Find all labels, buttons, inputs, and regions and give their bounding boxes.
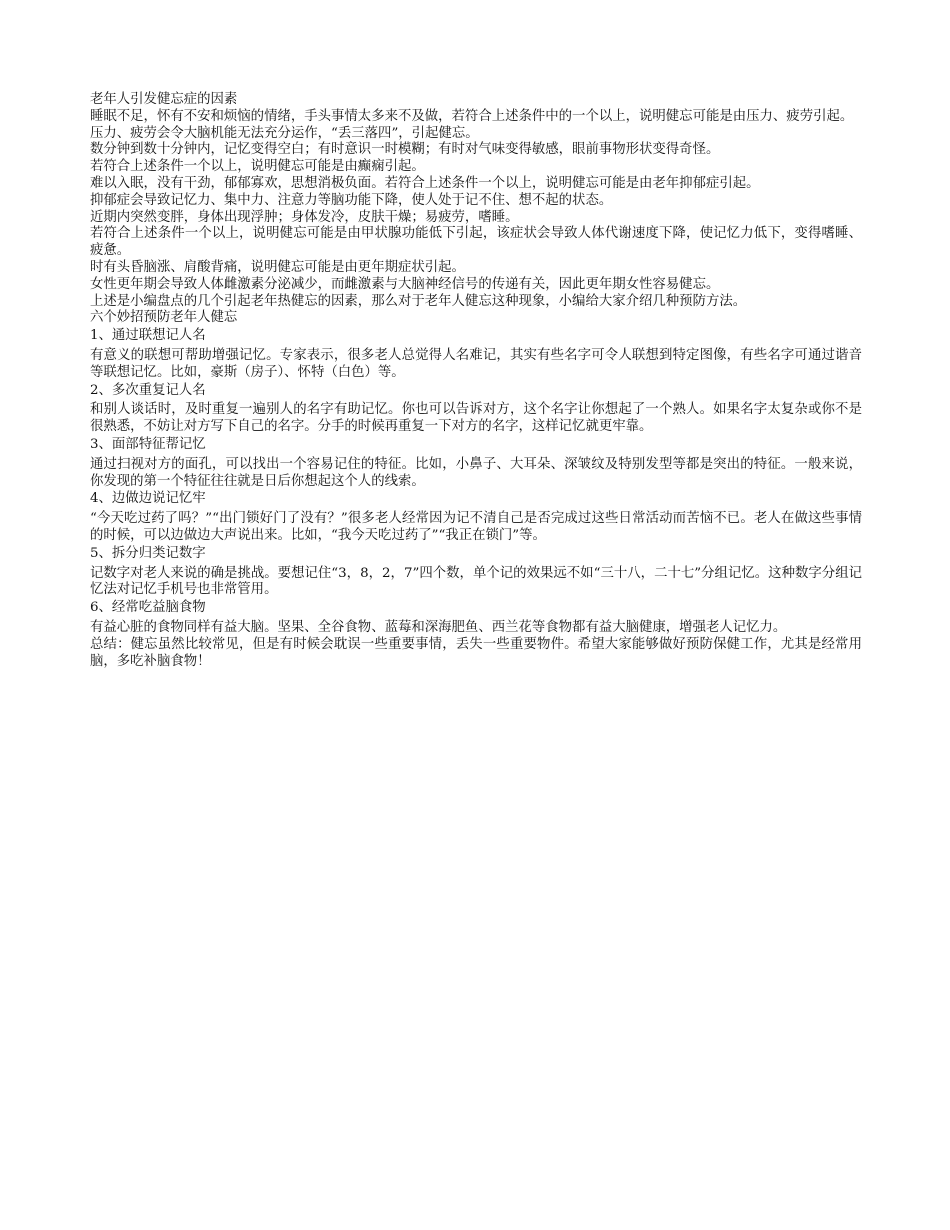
paragraph-epilepsy-cause: 若符合上述条件一个以上，说明健忘可能是由癫痫引起。: [90, 159, 425, 175]
paragraph-menopause-effect: 女性更年期会导致人体雌激素分泌减少，而雌激素与大脑神经信号的传递有关，因此更年期女性容易健忘。: [90, 276, 720, 292]
tip-heading-3: 3、面部特征帮记忆: [90, 436, 206, 452]
tip-body-4: “今天吃过药了吗？”“出门锁好门了没有？”很多老人经常因为记不清自己是否完成过这些日常活动而苦恼不已。老人在做这些事情的时候，可以边做边大声说出来。比如，“我今天吃过药了”“我正在锁门”等。: [90, 511, 862, 543]
tip-body-3: 通过扫视对方的面孔，可以找出一个容易记住的特征。比如，小鼻子、大耳朵、深皱纹及特别发型等都是突出的特征。一般来说，你发现的第一个特征往往就是日后你想起这个人的线索。: [90, 456, 862, 489]
summary-paragraph: 总结：健忘虽然比较常见，但是有时候会耽误一些重要事情，丢失一些重要物件。希望大家能够做好预防保健工作，尤其是经常用脑，多吃补脑食物！: [90, 636, 862, 669]
paragraph-thyroid-cause: 若符合上述条件一个以上，说明健忘可能是由甲状腺功能低下引起，该症状会导致人体代谢速度下降，使记忆力低下，变得嗜睡、疲惫。: [90, 226, 862, 259]
paragraph-thyroid-symptoms: 近期内突然变胖，身体出现浮肿；身体发冷，皮肤干燥；易疲劳，嗜睡。: [90, 209, 519, 225]
tip-body-1: 有意义的联想可帮助增强记忆。专家表示，很多老人总觉得人名难记，其实有些名字可令人联想到特定图像，有些名字可通过谐音等联想记忆。比如，豪斯（房子）、怀特（白色）等。: [90, 347, 862, 380]
tip-body-6: 有益心脏的食物同样有益大脑。坚果、全谷食物、蓝莓和深海肥鱼、西兰花等食物都有益大脑健康，增强老人记忆力。: [90, 619, 787, 635]
tip-heading-2: 2、多次重复记人名: [90, 382, 206, 398]
tip-heading-1: 1、通过联想记人名: [90, 328, 206, 344]
paragraph-menopause-symptoms: 时有头昏脑涨、肩酸背痛，说明健忘可能是由更年期症状引起。: [90, 259, 465, 275]
document-page: [90, 92, 862, 670]
tip-heading-6: 6、经常吃益脑食物: [90, 600, 206, 616]
paragraph-stress-fatigue: 睡眠不足，怀有不安和烦恼的情绪，手头事情太多来不及做，若符合上述条件中的一个以上，说明健忘可能是由压力、疲劳引起。: [90, 108, 854, 124]
tip-heading-5: 5、拆分归类记数字: [90, 545, 206, 561]
tip-body-2: 和别人谈话时，及时重复一遍别人的名字有助记忆。你也可以告诉对方，这个名字让你想起了一个熟人。如果名字太复杂或你不是很熟悉，不妨让对方写下自己的名字。分手的时候再重复一下对方的名字，这样记忆就更牢靠。: [90, 402, 862, 435]
paragraph-stress-effect: 压力、疲劳会令大脑机能无法充分运作，“丢三落四”，引起健忘。: [90, 125, 479, 141]
document-title: 老年人引发健忘症的因素: [90, 92, 238, 107]
paragraph-epilepsy-symptoms: 数分钟到数十分钟内，记忆变得空白；有时意识一时模糊；有时对气味变得敏感，眼前事物形状变得奇怪。: [90, 142, 720, 158]
paragraph-intro-tips: 上述是小编盘点的几个引起老年热健忘的因素，那么对于老年人健忘这种现象，小编给大家介绍几种预防方法。: [90, 293, 747, 309]
tips-title: 六个妙招预防老年人健忘: [90, 310, 238, 326]
tip-heading-4: 4、边做边说记忆牢: [90, 491, 206, 507]
paragraph-depression-effect: 抑郁症会导致记忆力、集中力、注意力等脑功能下降，使人处于记不住、想不起的状态。: [90, 192, 613, 208]
paragraph-depression-cause: 难以入眠，没有干劲，郁郁寡欢，思想消极负面。若符合上述条件一个以上，说明健忘可能是由老年抑郁症引起。: [90, 175, 760, 191]
tip-body-5: 记数字对老人来说的确是挑战。要想记住“3，8，2，7”四个数，单个记的效果远不如“三十八，二十七”分组记忆。这种数字分组记忆法对记忆手机号也非常管用。: [90, 565, 862, 598]
